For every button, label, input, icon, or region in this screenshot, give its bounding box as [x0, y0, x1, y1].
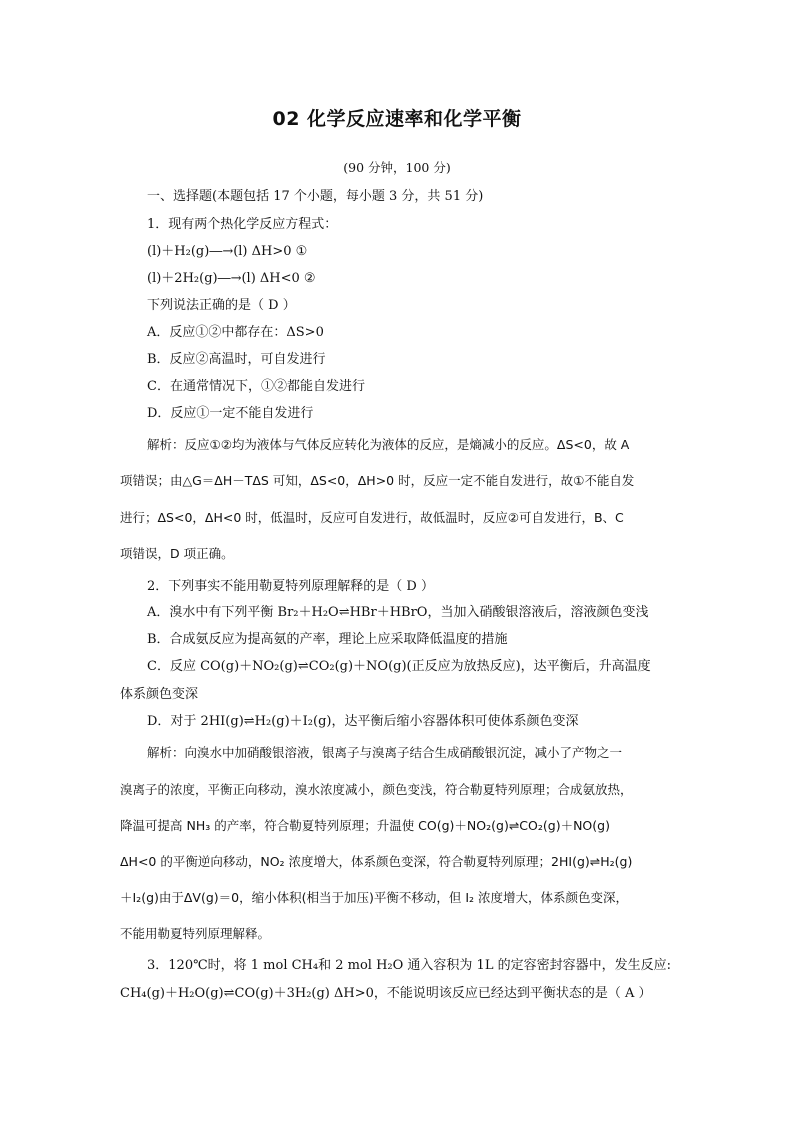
- q2-analysis-line: ＋I₂(g)由于ΔV(g)＝0，缩小体积(相当于加压)平衡不移动，但 I₂ 浓度增大，体系颜色变深，: [120, 890, 629, 905]
- q1-equation-1: (l)＋H₂(g)―→(l) ΔH>0 ①: [147, 244, 308, 259]
- q1-equation-2: (l)＋2H₂(g)―→(l) ΔH<0 ②: [147, 271, 316, 286]
- q1-analysis-line: 项错误；由△G＝ΔH－TΔS 可知，ΔS<0，ΔH>0 时，反应一定不能自发进行，故①不能自发: [120, 473, 635, 488]
- q1-analysis-line: 进行；ΔS<0，ΔH<0 时，低温时，反应可自发进行，故低温时，反应②可自发进行，B、C: [120, 510, 624, 525]
- q2-stem: 2．下列事实不能用勒夏特列原理解释的是（ D ）: [147, 579, 434, 594]
- q1-option-b: B．反应②高温时，可自发进行: [147, 352, 326, 367]
- page-title: 02 化学反应速率和化学平衡: [272, 108, 522, 130]
- q1-option-a: A．反应①②中都存在：ΔS>0: [147, 325, 324, 340]
- q2-analysis-line: 解析：向溴水中加硝酸银溶液，银离子与溴离子结合生成硝酸银沉淀，减小了产物之一: [147, 745, 623, 760]
- q2-option-b: B．合成氨反应为提高氨的产率，理论上应采取降低温度的措施: [147, 632, 508, 647]
- q2-option-c: C．反应 CO(g)＋NO₂(g)⇌CO₂(g)＋NO(g)(正反应为放热反应)，达平衡后，升高温度: [147, 659, 651, 674]
- q1-option-d: D．反应①一定不能自发进行: [147, 406, 314, 421]
- q2-option-a: A．溴水中有下列平衡 Br₂＋H₂O⇌HBr＋HBrO，当加入硝酸银溶液后，溶液颜色变浅: [147, 605, 649, 620]
- q2-analysis-line: ΔH<0 的平衡逆向移动，NO₂ 浓度增大，体系颜色变深，符合勒夏特列原理；2HI(g)⇌H₂(g): [120, 854, 633, 869]
- q2-option-d: D．对于 2HI(g)⇌H₂(g)＋I₂(g)，达平衡后缩小容器体积可使体系颜色变深: [147, 714, 579, 729]
- q3-stem-line-1: 3．120℃时，将 1 mol CH₄和 2 mol H₂O 通入容积为 1L 的定容密封容器中，发生反应:: [147, 958, 671, 973]
- q2-analysis-line: 不能用勒夏特列原理解释。: [120, 926, 271, 941]
- q2-analysis-line: 溴离子的浓度，平衡正向移动，溴水浓度减小，颜色变浅，符合勒夏特列原理；合成氨放热，: [120, 782, 633, 797]
- q3-stem-line-2: CH₄(g)＋H₂O(g)⇌CO(g)＋3H₂(g) ΔH>0，不能说明该反应已经达到平衡状态的是（ A ）: [120, 986, 652, 1001]
- q1-analysis-line: 解析：反应①②均为液体与气体反应转化为液体的反应，是熵减小的反应。ΔS<0，故 A: [147, 437, 630, 452]
- q2-option-c-continued: 体系颜色变深: [120, 687, 199, 702]
- q1-analysis-line: 项错误，D 项正确。: [120, 546, 234, 561]
- q1-prompt: 下列说法正确的是（ D ）: [147, 298, 296, 313]
- q1-option-c: C．在通常情况下，①②都能自发进行: [147, 379, 365, 394]
- q2-analysis-line: 降温可提高 NH₃ 的产率，符合勒夏特列原理；升温使 CO(g)＋NO₂(g)⇌CO₂(g)＋NO(g): [120, 818, 610, 833]
- exam-time-score: (90 分钟，100 分): [343, 160, 451, 175]
- section-heading: 一、选择题(本题包括 17 个小题，每小题 3 分，共 51 分): [147, 189, 484, 204]
- q1-stem: 1．现有两个热化学反应方程式：: [147, 217, 338, 232]
